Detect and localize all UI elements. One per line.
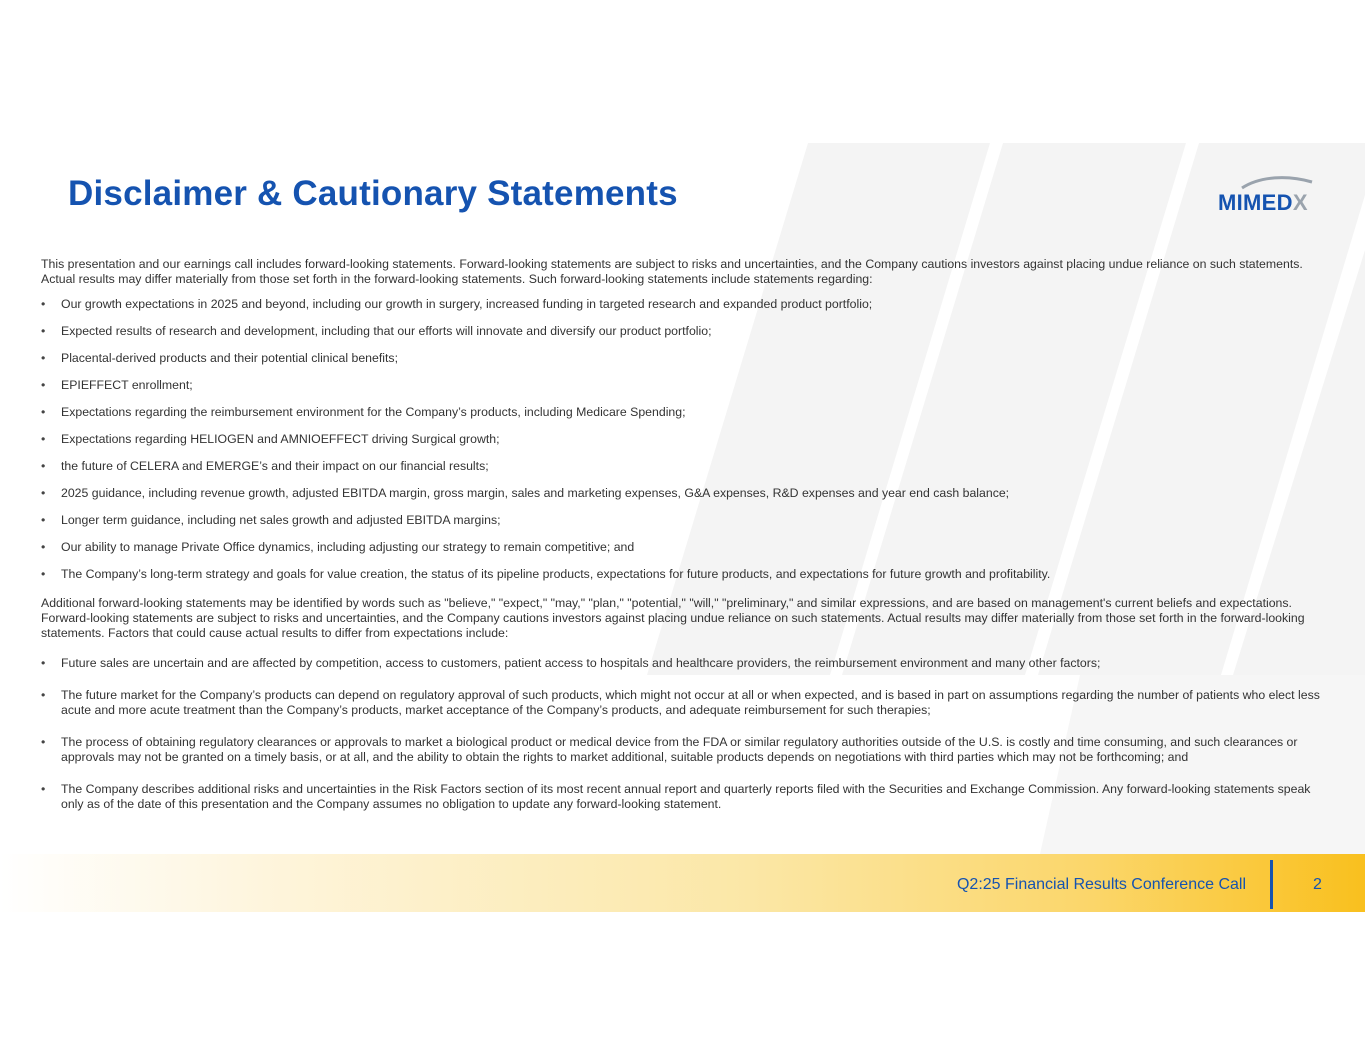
list-item: • Future sales are uncertain and are affected by competition, access to customers, patient access to hospitals and healthcare providers, the reimbursement environment and many other factors; bbox=[41, 656, 1331, 671]
logo-text bbox=[1218, 190, 1308, 216]
logo-text-x: X bbox=[1292, 190, 1308, 215]
list-item: • The future market for the Company’s products can depend on regulatory approval of such products, which might not occur at all or when expected, and is based in part on assumptions regarding the number of patients who elect less acute and more acute treatment than the Company’s products, market acceptance of the Company’s products, and adequate reimbursement for such therapies; bbox=[41, 688, 1331, 718]
factors-list bbox=[41, 656, 1331, 812]
intro-paragraph: This presentation and our earnings call includes forward-looking statements. Forward-looking statements are subject to risks and uncertainties, and the Company cautions investors against placing undue reliance on such statements. Actual results may differ materially from those set forth in the forward-looking statements. Such forward-looking statements include statements regarding: bbox=[41, 257, 1303, 286]
additional-paragraph: Additional forward-looking statements may be identified by words such as "believe," "expect," "may," "plan," "potential," "will," "preliminary," and similar expressions, and are based on management's current beliefs and expectations. Forward-looking statements are subject to risks and uncertainties, and the Company cautions investors against placing undue reliance on such statements. Actual results may differ materially from those set forth in the forward-looking statements. Factors that could cause actual results to differ from expectations include: bbox=[41, 596, 1305, 640]
footer-divider bbox=[1270, 860, 1273, 909]
list-item: • 2025 guidance, including revenue growth, adjusted EBITDA margin, gross margin, sales and marketing expenses, G&A expenses, R&D expenses and year end cash balance; bbox=[41, 486, 1331, 501]
list-item: • The Company’s long-term strategy and goals for value creation, the status of its pipeline products, expectations for future products, and expectations for future growth and profitability. bbox=[41, 567, 1331, 582]
footer-band bbox=[0, 854, 1365, 912]
list-item: • Longer term guidance, including net sales growth and adjusted EBITDA margins; bbox=[41, 513, 1331, 528]
list-item: • Our growth expectations in 2025 and beyond, including our growth in surgery, increased funding in targeted research and expanded product portfolio; bbox=[41, 297, 1331, 312]
list-item: • Placental-derived products and their potential clinical benefits; bbox=[41, 351, 1331, 366]
list-item: • The Company describes additional risks and uncertainties in the Risk Factors section of its most recent annual report and quarterly reports filed with the Securities and Exchange Commission. Any forward-looking statements speak only as of the date of this presentation and the Company assumes no obligation to update any forward-looking statement. bbox=[41, 782, 1331, 812]
logo-text-main: MIMED bbox=[1218, 190, 1293, 215]
list-item: • the future of CELERA and EMERGE’s and their impact on our financial results; bbox=[41, 459, 1331, 474]
list-item: • EPIEFFECT enrollment; bbox=[41, 378, 1331, 393]
list-item: • The process of obtaining regulatory clearances or approvals to market a biological product or medical device from the FDA or similar regulatory authorities outside of the U.S. is costly and time consuming, and such clearances or approvals may not be granted on a timely basis, or at all, and the ability to obtain the rights to market additional, suitable products depends on negotiations with third parties which may not be forthcoming; and bbox=[41, 735, 1331, 765]
statements-list bbox=[41, 297, 1331, 582]
logo-arc-icon bbox=[1236, 174, 1316, 190]
mimedx-logo bbox=[1214, 174, 1330, 216]
footer-title: Q2:25 Financial Results Conference Call bbox=[956, 876, 1246, 893]
list-item: • Expected results of research and development, including that our efforts will innovate and diversify our product portfolio; bbox=[41, 324, 1331, 339]
page-number: 2 bbox=[1313, 876, 1322, 893]
page-title: Disclaimer & Cautionary Statements bbox=[68, 174, 678, 213]
disclaimer-body bbox=[41, 257, 1331, 829]
list-item: • Our ability to manage Private Office dynamics, including adjusting our strategy to remain competitive; and bbox=[41, 540, 1331, 555]
list-item: • Expectations regarding the reimbursement environment for the Company’s products, including Medicare Spending; bbox=[41, 405, 1331, 420]
list-item: • Expectations regarding HELIOGEN and AMNIOEFFECT driving Surgical growth; bbox=[41, 432, 1331, 447]
